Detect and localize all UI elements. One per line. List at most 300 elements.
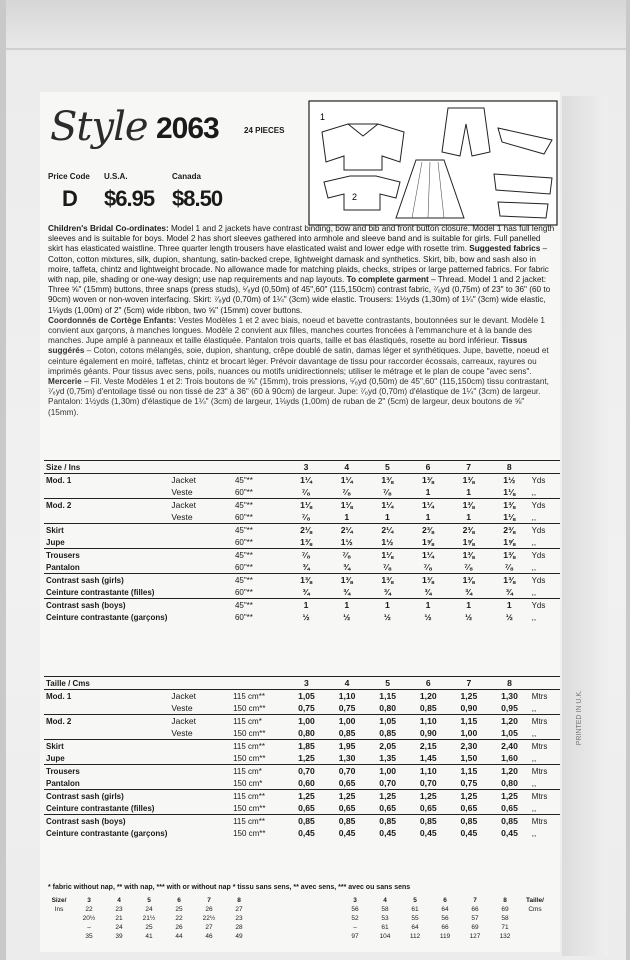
met-fabric-width: 115 cm**	[231, 690, 286, 703]
bm-met-cell	[520, 932, 550, 941]
met-fabric-width: 115 cm**	[231, 790, 286, 803]
imp-value: 1	[489, 599, 530, 612]
price-code-label: Price Code	[48, 172, 90, 181]
imp-fabric-width: 60"**	[234, 612, 253, 622]
imp-unit: Yds	[530, 524, 560, 537]
met-value: 1,25	[408, 790, 449, 803]
met-unit: ,,	[531, 828, 537, 838]
met-fabric-width: 115 cm*	[231, 765, 286, 778]
bm-imp-row	[44, 923, 254, 932]
met-value: 1,95	[327, 740, 368, 753]
bm-imp-cell: –	[87, 924, 91, 931]
usa-label: U.S.A.	[104, 172, 128, 181]
met-row-sub	[169, 752, 231, 765]
canada-label: Canada	[172, 172, 201, 181]
met-value: 0,85	[338, 728, 356, 738]
met-value: 1,15	[449, 765, 490, 778]
met-size-3: 3	[286, 677, 327, 690]
imp-header-row	[44, 461, 560, 474]
met-value: 1,15	[449, 715, 490, 728]
met-size-label: Taille / Cms	[44, 677, 286, 690]
bm-imp-head-cell: 3	[87, 897, 91, 904]
met-row-name: Contrast sash (boys)	[44, 815, 169, 828]
envelope-flap-crease	[6, 48, 626, 50]
bm-imp-header	[44, 896, 254, 905]
bm-imp-cell	[44, 923, 74, 932]
met-fabric-width: 150 cm**	[233, 828, 266, 838]
imp-value: 1	[448, 599, 489, 612]
bm-met-header	[340, 896, 550, 905]
met-row	[44, 690, 560, 703]
imp-unit: Yds	[530, 599, 560, 612]
met-value: 2,30	[449, 740, 490, 753]
tissus-title: Tissus suggérés	[48, 336, 528, 356]
met-value: 0,85	[379, 728, 397, 738]
met-row	[44, 790, 560, 803]
met-row-name: Skirt	[44, 740, 169, 753]
met-value: 0,45	[501, 828, 518, 838]
bm-imp-cell: 25	[145, 924, 153, 931]
met-row-name: Trousers	[44, 765, 169, 778]
met-unit: Mtrs	[530, 790, 560, 803]
description-block	[48, 224, 556, 418]
body-measurements-metric	[340, 896, 550, 941]
imp-value: 1⅜	[448, 574, 489, 587]
met-unit: ,,	[531, 803, 537, 813]
bm-met-row	[340, 932, 550, 941]
met-row	[44, 752, 560, 765]
met-row-sub	[169, 827, 231, 839]
bm-met-cell: 56	[351, 906, 359, 913]
bm-imp-head-cell: 8	[237, 897, 241, 904]
met-value: 1,30	[338, 753, 356, 763]
imp-value: 1⅜	[408, 474, 449, 487]
bm-met-head-cell: 6	[443, 897, 447, 904]
envelope-edge-strip	[562, 96, 608, 956]
brand-logo: Style	[50, 104, 148, 150]
met-size-7: 7	[449, 677, 490, 690]
imp-value: ½	[383, 612, 391, 622]
bm-imp-row	[44, 905, 254, 914]
met-row-name: Contrast sash (girls)	[44, 790, 169, 803]
bm-met-cell: 104	[379, 933, 391, 940]
imp-value: 1	[425, 512, 431, 522]
imp-value: 1¼	[367, 499, 408, 512]
bm-imp-cell: 27	[205, 924, 213, 931]
met-value: 1,30	[489, 690, 530, 703]
imp-value: ¾	[302, 562, 310, 572]
bm-imp-cell: 26	[175, 924, 183, 931]
met-value: 0,65	[338, 803, 356, 813]
imp-value: 1¼	[408, 549, 449, 562]
imp-size-8: 8	[489, 461, 530, 474]
imp-fabric-width: 60"**	[234, 512, 253, 522]
met-value: 0,85	[367, 815, 408, 828]
imp-fabric-width: 60"**	[234, 562, 253, 572]
imp-value: 2⅜	[408, 524, 449, 537]
imp-value: ¾	[343, 587, 351, 597]
bm-imp-cell: 39	[115, 933, 123, 940]
illus-label-2: 2	[352, 192, 358, 202]
imp-value: 1½	[340, 537, 353, 547]
met-row	[44, 727, 560, 740]
desc-text-fr: Vestes Modèles 1 et 2 avec biais, noeud et bavette contrastants, boutonnées sur le devant. Modèle 1 convient aux garçons, à manches longues. Modèle 2 convient aux filles, manches courtes froncées à l'emmanchure et à la bande des manches. Jupe amplé à panneaux et taille élastiquée. Pantalon trois quarts, taille et bas élastiqués, rosette au bord inférieur.	[48, 315, 545, 346]
bm-met-cell: 52	[351, 915, 359, 922]
bm-met-cell: 66	[471, 906, 479, 913]
imp-value: 2⅜	[448, 524, 489, 537]
fabrics-text: – Cotton, cotton mixtures, silk, dupion, shantung, satin-backed crepe, lightweight damask and synthetics. Skirt, bib, bow and sash also in moire, taffeta, chintz and lightweight brocade. No allowance made for matching plaids, checks, stripes or large patterned fabrics. For fabric with nap, pile, shading or one-way design; use nap requirements and nap layouts.	[48, 244, 549, 285]
imp-row-name: Ceinture contrastante (filles)	[46, 587, 155, 597]
imp-value: 1¼	[326, 474, 367, 487]
imp-row-name: Ceinture contrastante (garçons)	[46, 612, 168, 622]
met-unit: ,,	[531, 703, 537, 713]
imp-value: ⁷⁄₈	[326, 549, 367, 562]
bm-imp-head-cell: 4	[117, 897, 121, 904]
met-value: 1,05	[286, 690, 327, 703]
imp-size-label: Size / Ins	[44, 461, 286, 474]
tissus-text: – Coton, cotons mélangés, soie, dupion, shantung, crêpe doublé de satin, damas léger et synthétiques. Jupe, bavette, noeud et ceinture également en moiré, taffetas, chintz et brocart léger. Prévoir davantage de tissu pour raccorder écossais, carreaux, rayures ou imprimés géants. Pour tissus avec sens, poils, nuances ou motifs unidirectionnels; utiliser le métrage et le plan de coupe "avec sens".	[48, 346, 549, 376]
met-row-sub	[169, 790, 231, 803]
bm-imp-row	[44, 914, 254, 923]
imp-value: 1¼	[286, 474, 327, 487]
bm-met-row	[340, 914, 550, 923]
met-row-sub: Veste	[171, 728, 193, 738]
imp-fabric-width: 60"**	[234, 587, 253, 597]
fabrics-title: Suggested fabrics	[469, 244, 541, 254]
nap-footnote: * fabric without nap, ** with nap, *** with or without nap * tissu sans sens, ** avec sens, *** avec ou sans sens	[48, 884, 411, 891]
met-row	[44, 702, 560, 715]
met-value: 1,15	[367, 690, 408, 703]
imp-row-sub	[169, 524, 233, 537]
bm-met-cell: 57	[471, 915, 479, 922]
imp-value: 1⅜	[448, 474, 489, 487]
imp-row-sub	[169, 574, 233, 587]
imp-value: ¾	[383, 587, 391, 597]
met-header-row	[44, 677, 560, 690]
metric-yardage-table	[44, 676, 560, 839]
met-value: 0,65	[379, 803, 397, 813]
imp-value: ¾	[343, 562, 351, 572]
imp-value: ⁷⁄₈	[504, 562, 514, 572]
bm-met-cell: –	[353, 924, 357, 931]
bm-met-cell: 112	[409, 933, 421, 940]
met-row-name: Pantalon	[46, 778, 80, 788]
met-row-name: Mod. 2	[44, 715, 169, 728]
bm-met-cell: 97	[351, 933, 359, 940]
bm-met-cell	[520, 914, 550, 923]
met-row-name	[44, 702, 169, 715]
imp-value: ½	[424, 612, 432, 622]
imp-row-sub	[169, 599, 233, 612]
complete-title: To complete garment	[346, 275, 429, 285]
met-value: 1,00	[460, 728, 478, 738]
imp-value: 1	[408, 599, 449, 612]
imp-row-sub	[169, 561, 233, 574]
met-unit: Mtrs	[530, 765, 560, 778]
imp-value: ⁷⁄₈	[382, 487, 392, 497]
imp-value: ¾	[465, 587, 473, 597]
met-unit: Mtrs	[530, 740, 560, 753]
met-value: 1,05	[501, 728, 518, 738]
bm-met-cell: 132	[499, 933, 511, 940]
imp-value: 1⅜	[286, 574, 327, 587]
met-value: 0,65	[460, 803, 478, 813]
met-value: 1,25	[489, 790, 530, 803]
met-unit: Mtrs	[530, 690, 560, 703]
met-row	[44, 815, 560, 828]
imp-row	[44, 561, 560, 574]
met-value: 0,95	[501, 703, 518, 713]
met-value: 2,05	[367, 740, 408, 753]
bm-imp-cell: 24	[145, 906, 153, 913]
met-value: 0,75	[298, 703, 315, 713]
met-value: 0,70	[327, 765, 368, 778]
imp-value: ½	[343, 612, 351, 622]
bm-imp-cell: 21	[115, 915, 123, 922]
body-measurements-imperial	[44, 896, 254, 941]
imp-row-name: Contrast sash (girls)	[44, 574, 169, 587]
met-value: 0,80	[298, 728, 315, 738]
bm-imp-head-cell: 5	[147, 897, 151, 904]
imp-fabric-width: 45"**	[233, 474, 286, 487]
imp-value: 1⅛	[367, 549, 408, 562]
met-row-sub	[169, 815, 231, 828]
imp-value: 1⅛	[503, 512, 516, 522]
imp-row-sub: Jacket	[169, 499, 233, 512]
imp-row-name: Skirt	[44, 524, 169, 537]
met-value: 1,25	[286, 790, 327, 803]
garment-illustration	[308, 100, 558, 226]
bm-met-head-cell: 3	[353, 897, 357, 904]
met-row-name	[44, 727, 169, 740]
met-row-sub	[169, 777, 231, 790]
bm-met-head-cell: 4	[383, 897, 387, 904]
imp-row	[44, 524, 560, 537]
imp-row	[44, 599, 560, 612]
imp-size-5: 5	[367, 461, 408, 474]
met-value: 0,65	[298, 803, 315, 813]
met-value: 0,70	[419, 778, 437, 788]
bm-met-head-cell: 8	[503, 897, 507, 904]
met-value: 0,90	[460, 703, 478, 713]
imp-value: 2⅜	[489, 524, 530, 537]
met-value: 0,85	[449, 815, 490, 828]
met-fabric-width: 150 cm**	[233, 703, 266, 713]
met-unit: ,,	[531, 753, 537, 763]
met-value: 0,80	[501, 778, 518, 788]
bm-met-cell: 58	[501, 915, 509, 922]
met-value: 1,35	[379, 753, 397, 763]
imp-value: 1⅜	[408, 574, 449, 587]
met-value: 1,25	[327, 790, 368, 803]
met-value: 1,20	[489, 715, 530, 728]
met-value: 1,00	[367, 765, 408, 778]
imp-row	[44, 474, 560, 487]
bm-imp-cell: 35	[85, 933, 93, 940]
desc-title-en: Children's Bridal Co-ordinates:	[48, 224, 169, 233]
met-value: 1,05	[367, 715, 408, 728]
imp-value: 1	[344, 512, 350, 522]
met-row-name: Jupe	[46, 753, 65, 763]
met-value: 1,10	[327, 690, 368, 703]
imp-value: ½	[465, 612, 473, 622]
met-value: 0,85	[327, 815, 368, 828]
imp-row-name	[44, 511, 169, 524]
met-value: 0,85	[489, 815, 530, 828]
met-value: 1,20	[489, 765, 530, 778]
met-value: 1,60	[501, 753, 518, 763]
imp-value: 1⅜	[489, 549, 530, 562]
imp-unit: ,,	[531, 537, 537, 547]
imp-value: 1⅝	[503, 537, 516, 547]
imp-value: ¾	[424, 587, 432, 597]
met-value: 1,85	[286, 740, 327, 753]
imp-value: 1½	[489, 474, 530, 487]
bm-met-cell: 127	[469, 933, 481, 940]
met-value: 0,70	[286, 765, 327, 778]
imp-value: ⁷⁄₈	[301, 487, 311, 497]
imp-row	[44, 499, 560, 512]
mercerie-text: – Fil. Veste Modèles 1 et 2: Trois boutons de ⅝" (15mm), trois pressions, ⁵⁄₈yd (0,50m) de 45",60" (115,150cm) tissu contrastant, ⁷⁄₈yd (0,75m) d'entoilage tissé ou non tissé de 23" à 36" (60 à 90cm) de largeur. Jupe: ⁷⁄₈yd (0,70m) d'élastique de 1¼" (3cm) de largeur. Pantalon: 1½yds (1,30m) d'élastique de 1¼" (3cm) de largeur, 1⅛yds (1,00m) de ruban de 2" (5cm) de largeur, deux boutons de ⅝" (15mm).	[48, 377, 549, 417]
bm-imp-cell: 28	[235, 924, 243, 931]
met-value: 0,45	[338, 828, 356, 838]
bm-met-head-cell: 7	[473, 897, 477, 904]
bm-met-cell: 56	[441, 915, 449, 922]
met-row	[44, 765, 560, 778]
print-note: PRINTED IN U.K.	[576, 690, 583, 746]
imp-unit: Yds	[530, 474, 560, 487]
pattern-back-sheet	[40, 92, 560, 952]
met-row-name: Ceinture contrastante (garçons)	[46, 828, 168, 838]
bm-met-cell: 55	[411, 915, 419, 922]
imp-value: 1⅜	[489, 574, 530, 587]
met-row	[44, 777, 560, 790]
usa-price: $6.95	[104, 186, 155, 211]
imp-value: 1	[367, 599, 408, 612]
bm-met-head-cell: 5	[413, 897, 417, 904]
imp-fabric-width: 60"**	[234, 537, 253, 547]
imp-row	[44, 511, 560, 524]
met-size-5: 5	[367, 677, 408, 690]
imp-fabric-width: 45"**	[233, 599, 286, 612]
met-value: 1,10	[408, 765, 449, 778]
imp-value: 2⅛	[286, 524, 327, 537]
met-value: 1,25	[449, 690, 490, 703]
met-fabric-width: 115 cm*	[231, 715, 286, 728]
imp-value: 1⅛	[326, 499, 367, 512]
bm-met-cell: 71	[501, 924, 509, 931]
met-unit: Mtrs	[530, 815, 560, 828]
complete-text: – Thread. Model 1 and 2 jacket: Three ⅝" (15mm) buttons, three snaps (press studs), ⁵⁄₈yd (0,50m) of 45",60" (115,150cm) contrast fabric, ⁷⁄₈yd (0,75m) of 23" to 36" (60 to 90cm) woven or non-woven interfacing. Skirt: ⁷⁄₈yd (0,70m) of 1¼" (3cm) wide elastic. Trousers: 1½yds (1,30m) of 1¼" (3cm) wide elastic, 1⅛yds (1,00m) of 2" (5cm) wide ribbon, two ⅝" (15mm) cover buttons.	[48, 275, 551, 315]
desc-text-en: Model 1 and 2 jackets have contrast binding, bow and bib and front button closure. Model 1 has full length sleeves and is suitable for boys. Model 2 has short sleeves gathered into armhole and sleeve band and is suitable for girls. Full panelled skirt has elasticated waistline. Three quarter length trousers have elasticated waist and lower edge with rosette trim.	[48, 224, 555, 254]
imp-unit: ,,	[531, 512, 537, 522]
bm-met-cell: 61	[411, 906, 419, 913]
bm-met-cell: Cms	[528, 906, 542, 913]
met-value: 1,25	[367, 790, 408, 803]
bm-imp-cell: 24	[115, 924, 123, 931]
imp-row-name: Jupe	[46, 537, 65, 547]
bm-met-head-cell: Taille/	[526, 897, 544, 904]
met-value: 0,75	[338, 703, 356, 713]
imp-fabric-width: 45"**	[233, 549, 286, 562]
met-size-4: 4	[327, 677, 368, 690]
imp-value: ⁷⁄₈	[423, 562, 433, 572]
bm-imp-cell: 20½	[82, 915, 96, 922]
imp-value: ¾	[302, 587, 310, 597]
met-row	[44, 827, 560, 839]
imp-value: 1⅝	[462, 537, 475, 547]
bm-imp-head-cell: 6	[177, 897, 181, 904]
bm-imp-cell: 22½	[202, 915, 216, 922]
imp-value: 1⅛	[286, 499, 327, 512]
met-value: 1,25	[449, 790, 490, 803]
bm-imp-cell: 26	[205, 906, 213, 913]
met-value: 2,15	[408, 740, 449, 753]
met-fabric-width: 150 cm**	[233, 803, 266, 813]
imp-value: 1	[466, 487, 472, 497]
pattern-number: 2063	[156, 112, 219, 145]
met-value: 0,60	[298, 778, 315, 788]
imp-row-name: Contrast sash (boys)	[44, 599, 169, 612]
imp-fabric-width: 45"**	[233, 499, 286, 512]
bm-imp-cell: 27	[235, 906, 243, 913]
met-fabric-width: 150 cm**	[233, 728, 266, 738]
met-row-name: Ceinture contrastante (filles)	[46, 803, 155, 813]
imp-value: ⁷⁄₈	[382, 562, 392, 572]
imp-fabric-width: 45"**	[233, 574, 286, 587]
illus-label-1: 1	[320, 112, 326, 122]
met-unit: ,,	[531, 728, 537, 738]
bm-imp-row	[44, 932, 254, 941]
bm-met-row	[340, 923, 550, 932]
imp-row-name	[44, 486, 169, 499]
bm-met-cell: 64	[441, 906, 449, 913]
met-row	[44, 740, 560, 753]
imp-row	[44, 611, 560, 623]
imp-value: 1⅜	[489, 499, 530, 512]
met-value: 1,00	[327, 715, 368, 728]
imp-size-3: 3	[286, 461, 327, 474]
met-value: 1,45	[419, 753, 437, 763]
met-row-sub	[169, 765, 231, 778]
met-value: 1,50	[460, 753, 478, 763]
imp-value: 1⅜	[448, 499, 489, 512]
met-value: 0,90	[419, 728, 437, 738]
met-value: 0,85	[408, 815, 449, 828]
met-unit: ,,	[531, 778, 537, 788]
imp-row	[44, 536, 560, 549]
met-row-name: Mod. 1	[44, 690, 169, 703]
imp-value: 1	[286, 599, 327, 612]
bm-imp-cell: 23	[115, 906, 123, 913]
imp-row-sub	[169, 586, 233, 599]
imp-row-name: Trousers	[44, 549, 169, 562]
met-value: 0,45	[379, 828, 397, 838]
met-row-sub	[169, 740, 231, 753]
bm-met-cell: 61	[381, 924, 389, 931]
imp-unit-blank	[530, 461, 560, 474]
met-fabric-width: 115 cm**	[231, 815, 286, 828]
imp-row-sub	[169, 549, 233, 562]
met-value: 0,75	[460, 778, 478, 788]
bm-met-cell: 53	[381, 915, 389, 922]
imp-unit: ,,	[531, 587, 537, 597]
met-value: 0,65	[338, 778, 356, 788]
met-row-sub	[169, 802, 231, 815]
met-unit: Mtrs	[530, 715, 560, 728]
imp-value: ⁷⁄₈	[342, 487, 352, 497]
imp-value: 1⅜	[367, 574, 408, 587]
